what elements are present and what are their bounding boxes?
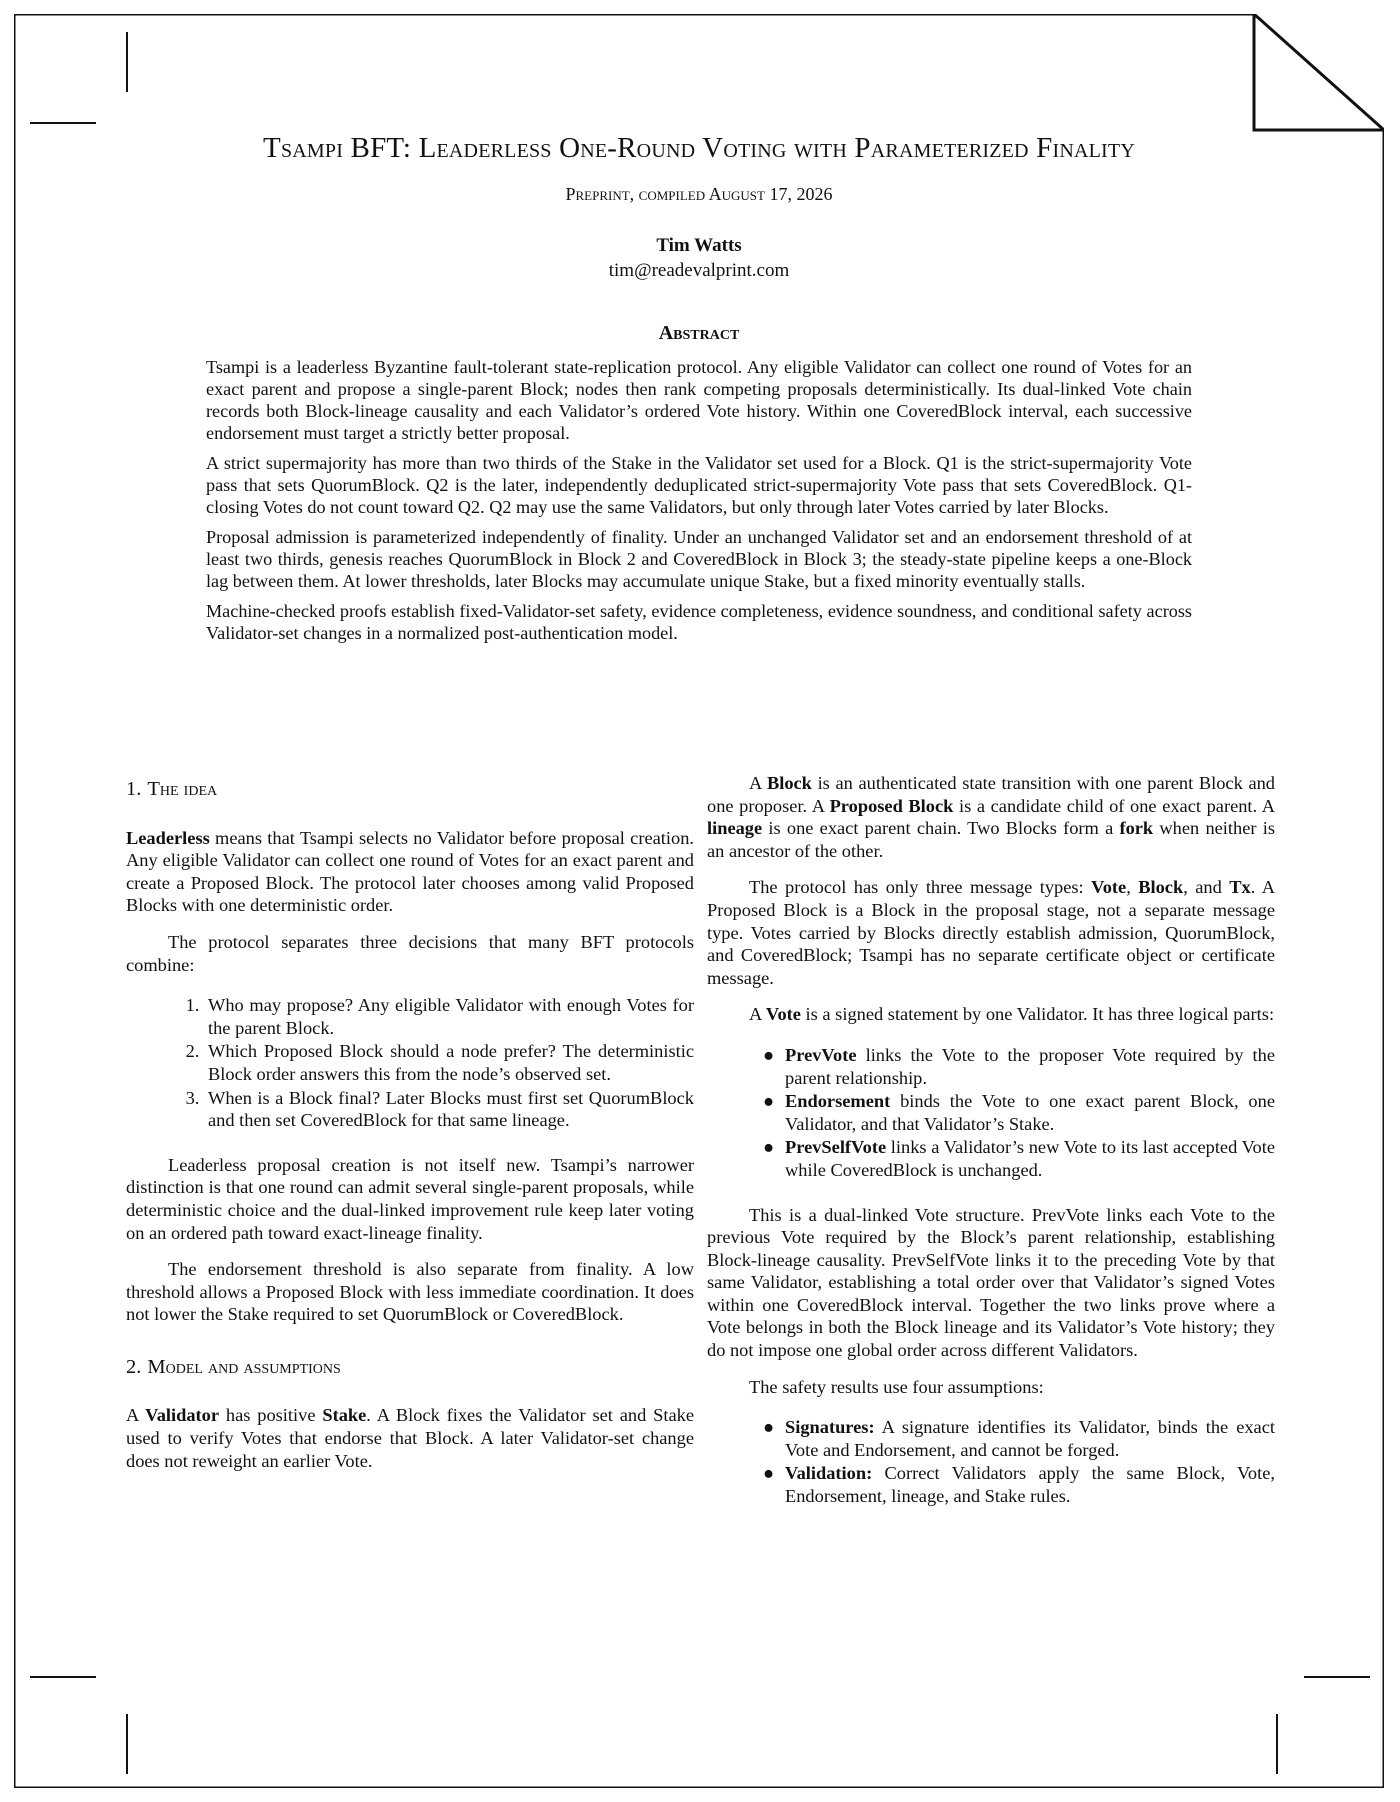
section-title: Model and assumptions [147,1355,341,1378]
body-paragraph [707,772,1275,862]
paragraph-text: . A Block fixes the Validator set and Stake used to verify Votes that endorse that Block. A later Validator-set change does not reweight an earlier Vote. [126,1405,694,1471]
term: Block [766,773,812,793]
term: Stake [322,1405,367,1426]
term: Vote [765,1004,801,1025]
author-email: tim@readevalprint.com [608,260,790,281]
term: Validation: [785,1463,873,1484]
crop-mark [1304,1676,1370,1678]
paragraph-text: . A Proposed Block is a Block in the proposal stage, not a separate message type. Votes carried by Blocks directly establish admission, QuorumBlock, and CoveredBlock; Tsampi has no separate certificate object or certificate message. [707,877,1275,988]
paragraph-text: is a signed statement by one Validator. It has three logical parts: [800,1004,1275,1025]
section-heading-model [126,1356,694,1379]
assumptions-list [707,1416,1275,1507]
list-item: 2. Which Proposed Block should a node prefer? The deterministic Block order answers this from the node’s observed set. [204,1040,694,1085]
body-paragraph: The endorsement threshold is also separate from finality. A low threshold allows a Proposed Block with less immediate coordination. It does not lower the Stake required to set QuorumBlock or CoveredBlock. [126,1259,694,1325]
term: Tx [1229,877,1251,898]
paragraph-text: The protocol has only three message types: [749,877,1092,898]
abstract-paragraph: Proposal admission is parameterized independently of finality. Under an unchanged Validator set and an endorsement threshold of at least two thirds, genesis reaches QuorumBlock in Block 2 and CoveredBlock in Block 3; the steady-state pipeline keeps a one-Block lag between them. At lower thresholds, later Blocks may accumulate unique Stake, but a fixed minority eventually stalls. [206,527,1192,591]
term: Endorsement [785,1091,891,1112]
term: Leaderless [126,827,210,848]
section-number: 2. [126,1355,142,1378]
list-item [763,1090,1275,1135]
paragraph-text: has positive [219,1405,323,1426]
paper-page [14,14,1384,1788]
term: lineage [707,818,763,839]
term: Validator [145,1405,220,1426]
paragraph-text: is a candidate child of one exact parent. A [953,795,1276,816]
list-item [763,1462,1275,1507]
left-column [126,772,694,1486]
section-title: The idea [147,778,218,800]
abstract-paragraph: Machine-checked proofs establish fixed-Validator-set safety, evidence completeness, evidence soundness, and conditional safety across Validator-set changes in a normalized post-authentication model. [206,601,1192,643]
paragraph-text: A [749,1004,766,1025]
body-paragraph: The safety results use four assumptions: [749,1376,1044,1397]
abstract-body [206,356,1192,652]
bullet-icon: ● [763,1417,775,1438]
term: Proposed Block [829,795,954,816]
bullet-icon: ● [763,1091,775,1112]
section-heading-idea [126,778,694,801]
term: Signatures: [785,1417,875,1438]
bullet-icon: ● [763,1463,775,1484]
list-item [763,1416,1275,1461]
list-item: 3. When is a Block final? Later Blocks must first set QuorumBlock and then set CoveredBlock for that same lineage. [204,1087,694,1132]
crop-mark [126,32,128,92]
term: fork [1119,818,1154,839]
decision-list [126,994,694,1132]
list-item: 1. Who may propose? Any eligible Validator with enough Votes for the parent Block. [204,994,694,1039]
term: Vote [1091,877,1127,898]
list-item-text: links the Vote to the proposer Vote required by the parent relationship. [785,1044,1275,1088]
bullet-icon: ● [763,1137,775,1158]
paragraph-text: when neither is an ancestor of the other. [707,818,1275,861]
section-number: 1. [126,778,142,800]
body-paragraph [707,876,1275,989]
bullet-icon: ● [763,1044,775,1065]
right-column [707,772,1275,1530]
paragraph-text: , [1126,877,1139,898]
paragraph-text: is one exact parent chain. Two Blocks form a [762,818,1120,839]
paragraph-text: means that Tsampi selects no Validator before proposal creation. Any eligible Validator can collect one round of Votes for an exact parent and create a Proposed Block. The protocol later chooses among valid Proposed Blocks with one deterministic order. [126,827,694,916]
body-paragraph: This is a dual-linked Vote structure. PrevVote links each Vote to the previous Vote required by the Block’s parent relationship, establishing Block-lineage causality. PrevSelfVote links it to the preceding Vote by that same Validator, establishing a total order over that Validator’s signed Votes within one CoveredBlock interval. Together the two links prove where a Vote belongs in both the Block lineage and its Validator’s Vote history; they do not impose one global order across different Validators. [707,1204,1275,1361]
term: Block [1138,877,1184,898]
body-paragraph [707,1003,1275,1026]
abstract-paragraph: Tsampi is a leaderless Byzantine fault-tolerant state-replication protocol. Any eligible Validator can collect one round of Votes for an exact parent and propose a single-parent Block; nodes then rank competing proposals deterministically. Its dual-linked Vote chain records both Block-lineage causality and each Validator’s ordered Vote history. Within one CoveredBlock interval, each successive endorsement must target a strictly better proposal. [206,357,1192,443]
term: PrevSelfVote [785,1137,887,1158]
term: PrevVote [785,1044,857,1065]
list-item-text: A signature identifies its Validator, binds the exact Vote and Endorsement, and cannot be forged. [785,1417,1275,1460]
list-item-text: links a Validator’s new Vote to its last accepted Vote while CoveredBlock is unchanged. [785,1137,1275,1180]
body-paragraph: Leaderless proposal creation is not itself new. Tsampi’s narrower distinction is that one round can admit several single-parent proposals, while deterministic choice and the dual-linked improvement rule keep later voting on an ordered path toward exact-lineage finality. [126,1154,694,1243]
crop-mark [30,1676,96,1678]
abstract-paragraph: A strict supermajority has more than two thirds of the Stake in the Validator set used for a Block. Q1 is the strict-supermajority Vote pass that sets QuorumBlock. Q2 is the later, independently deduplicated strict-supermajority Vote pass that sets CoveredBlock. Q1-closing Votes do not count toward Q2. Q2 may use the same Validators, but only through later Votes carried by later Blocks. [206,453,1192,517]
list-item [763,1044,1275,1089]
author-name: Tim Watts [656,235,742,256]
abstract-heading: Abstract [658,322,740,344]
paper-subtitle: Preprint, compiled August 17, 2026 [565,184,833,204]
crop-mark [30,122,96,124]
list-item-text: Correct Validators apply the same Block, Vote, Endorsement, lineage, and Stake rules. [785,1463,1275,1507]
body-paragraph [126,827,694,917]
list-item-text: binds the Vote to one exact parent Block, one Validator, and that Validator’s Stake. [785,1091,1275,1134]
body-paragraph [126,1404,694,1472]
body-paragraph: The protocol separates three decisions that many BFT protocols combine: [126,931,694,975]
crop-mark [1276,1714,1278,1774]
paper-title: Tsampi BFT: Leaderless One-Round Voting with Parameterized Finality [263,132,1135,164]
paragraph-text: , and [1183,877,1230,898]
paragraph-text: A [749,773,767,793]
paragraph-text: A [126,1405,146,1426]
vote-parts-list [707,1044,1275,1182]
list-item [763,1136,1275,1181]
paragraph-text: is an authenticated state transition with one parent Block and one proposer. A [707,773,1276,816]
crop-mark [126,1714,128,1774]
